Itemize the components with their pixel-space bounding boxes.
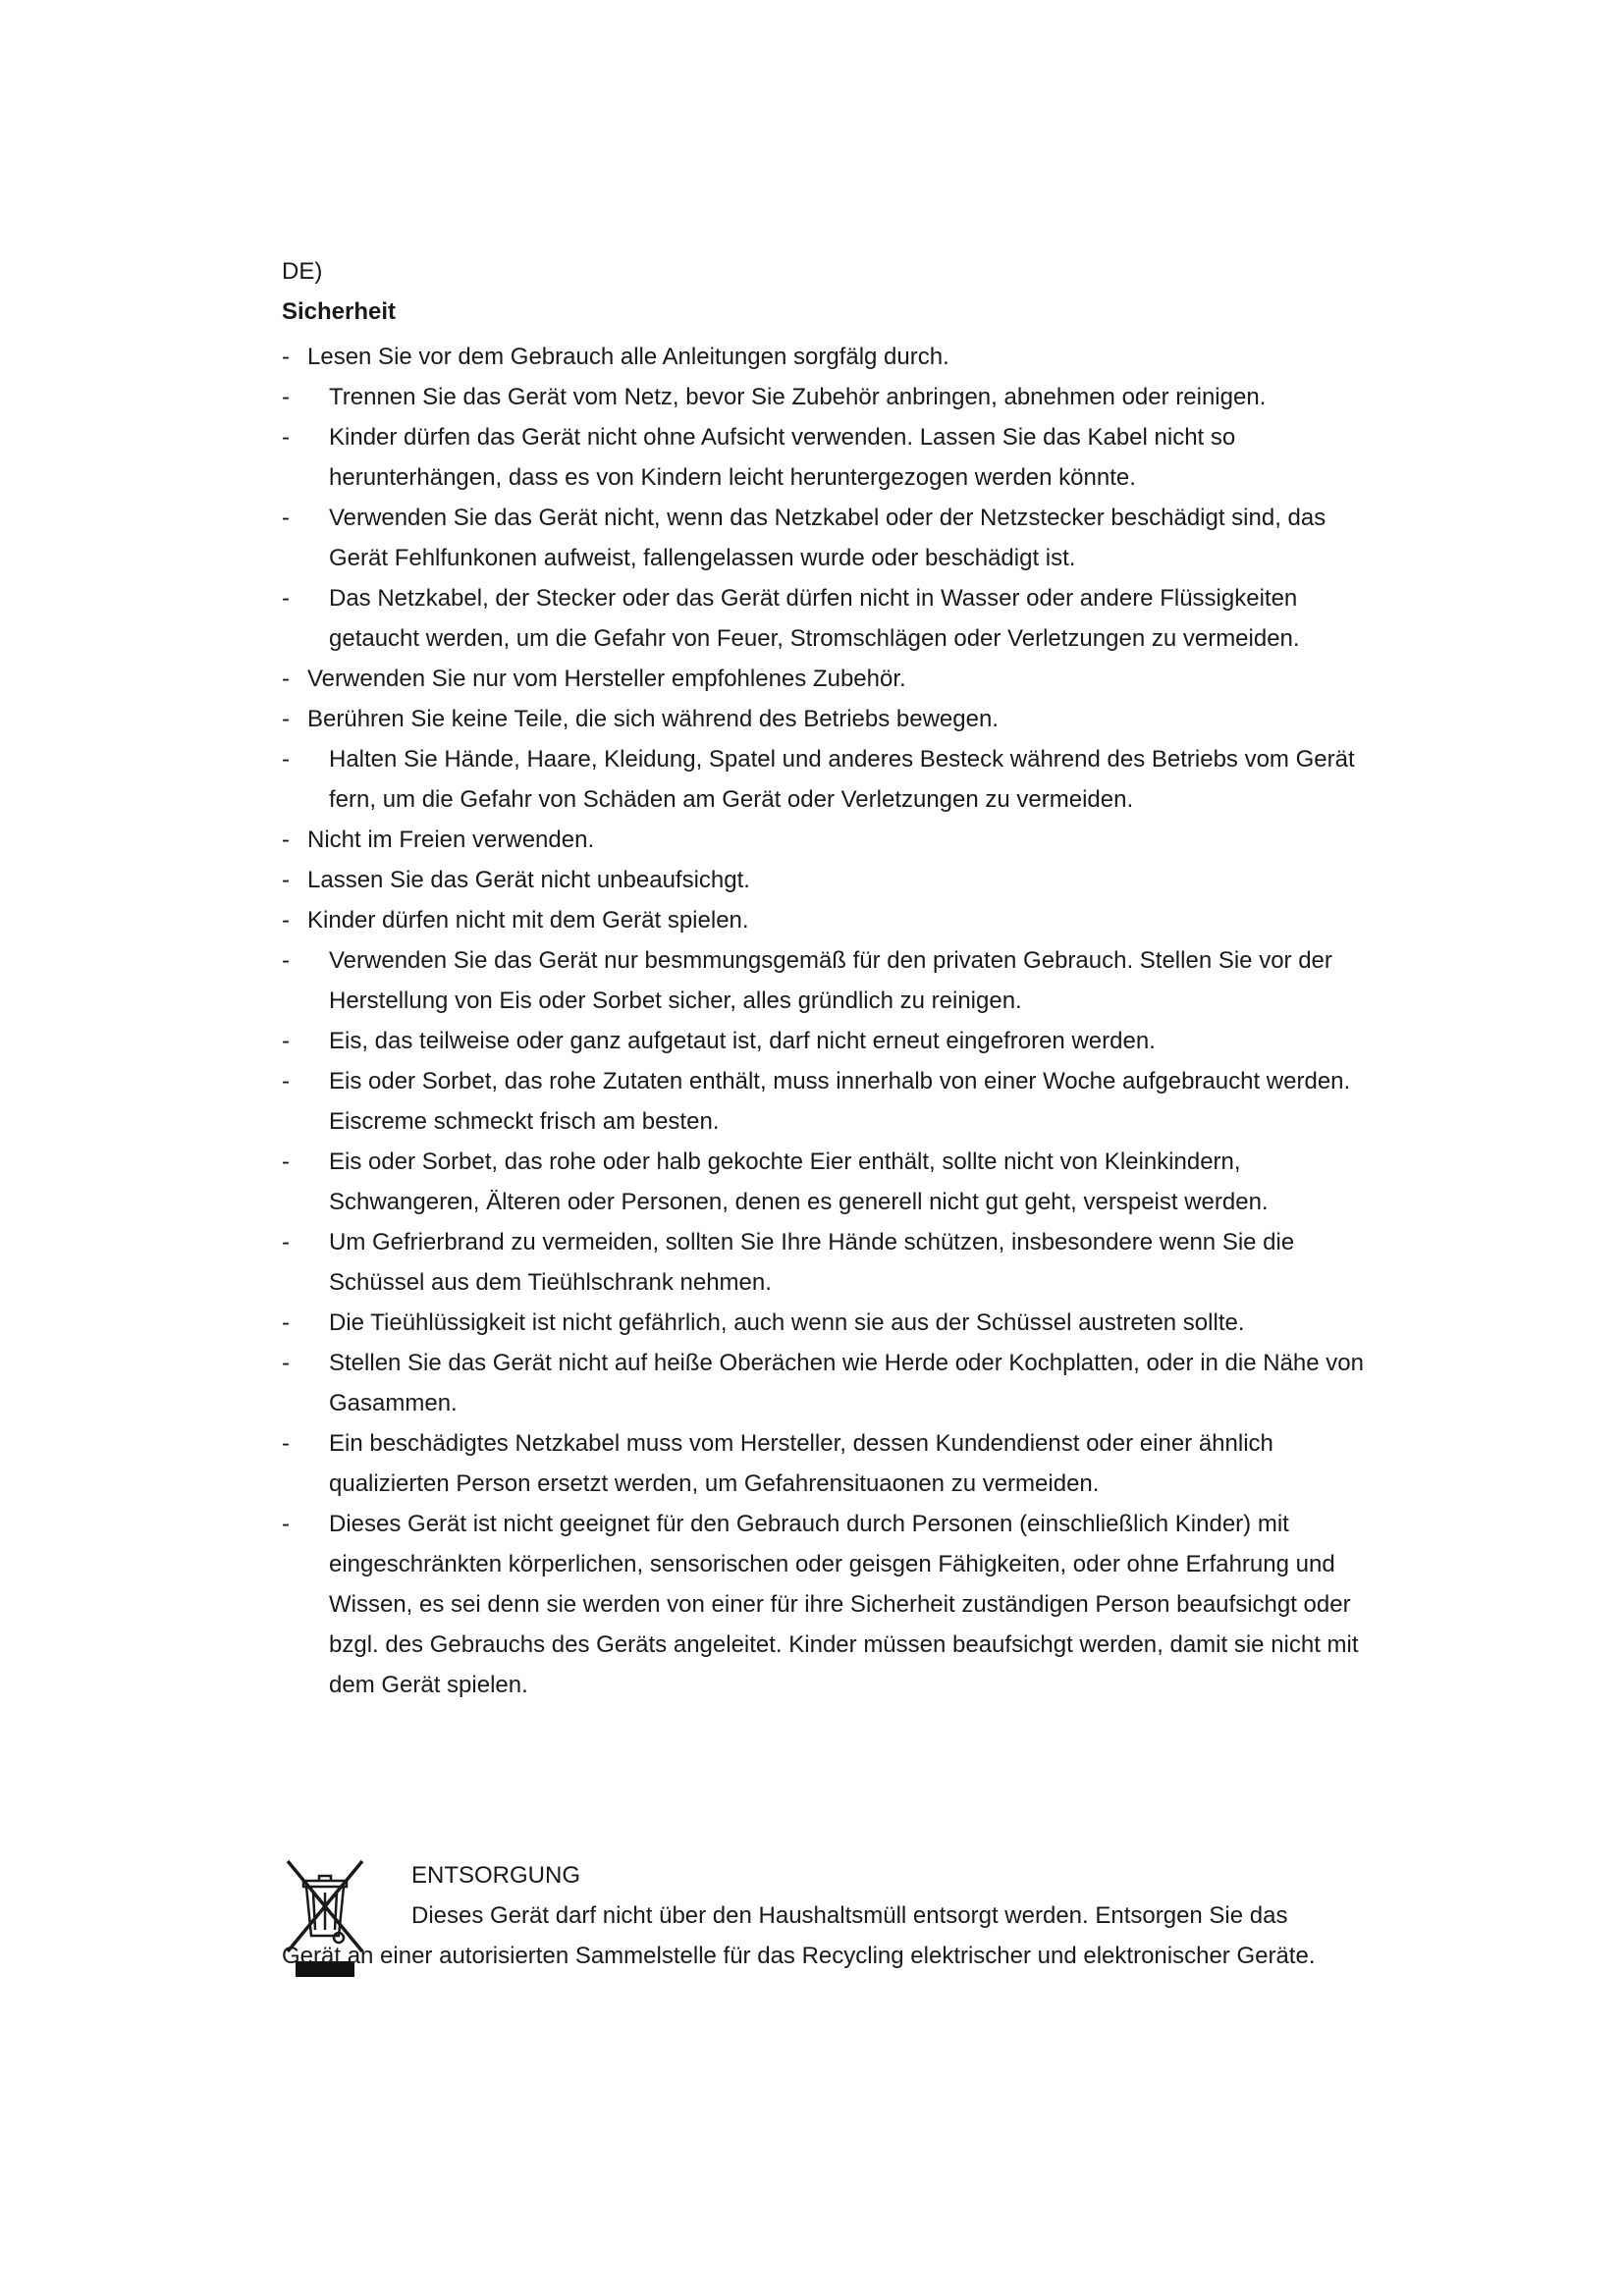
list-item-text: Berühren Sie keine Teile, die sich während des Betriebs bewegen. [307, 706, 999, 732]
list-dash: - [282, 1309, 290, 1336]
list-item [282, 900, 1372, 940]
list-item [282, 699, 1372, 739]
list-item [282, 417, 1372, 498]
list-item [282, 1504, 1372, 1705]
language-label: DE) [282, 258, 323, 285]
list-dash: - [282, 1350, 290, 1376]
list-item-text: Ein beschädigtes Netzkabel muss vom Hersteller, dessen Kundendienst oder einer ähnlich qualizierten Person ersetzt werden, um Gefahrensituaonen zu vermeiden. [329, 1430, 1273, 1497]
list-dash: - [282, 384, 290, 410]
list-item [282, 940, 1372, 1021]
list-item-text: Um Gefrierbrand zu vermeiden, sollten Sie Ihre Hände schützen, insbesondere wenn Sie die Schüssel aus dem Tieühlschrank nehmen. [329, 1229, 1295, 1296]
list-item [282, 578, 1372, 659]
list-item [282, 820, 1372, 860]
list-item-text: Verwenden Sie nur vom Hersteller empfohlenes Zubehör. [307, 666, 906, 692]
list-dash: - [282, 1028, 290, 1054]
list-dash: - [282, 706, 290, 732]
list-item-text: Dieses Gerät ist nicht geeignet für den Gebrauch durch Personen (einschließlich Kinder) mit eingeschränkten körperlichen, sensorischen oder geisgen Fähigkeiten, oder ohne Erfahrung und Wissen, es sei denn sie werden von einer für ihre Sicherheit zuständigen Person beaufsichgt oder bzgl. des Gebrauchs des Geräts angeleitet. Kinder müssen beaufsichgt werden, damit sie nicht mit dem Gerät spielen. [329, 1511, 1359, 1698]
list-item [282, 1423, 1372, 1504]
list-item-text: Verwenden Sie das Gerät nur besmmungsgemäß für den privaten Gebrauch. Stellen Sie vor der Herstellung von Eis oder Sorbet sicher, alles gründlich zu reinigen. [329, 947, 1332, 1014]
list-item [282, 860, 1372, 900]
list-dash: - [282, 1148, 290, 1175]
list-item [282, 1142, 1372, 1222]
list-item [282, 1222, 1372, 1303]
disposal-text: Dieses Gerät darf nicht über den Haushaltsmüll entsorgt werden. Entsorgen Sie das Gerät an einer autorisierten Sammelstelle für das Recycling elektrischer und elektronischer Geräte. [282, 1902, 1316, 1969]
list-dash: - [282, 746, 290, 773]
disposal-title: ENTSORGUNG [411, 1862, 581, 1889]
list-dash: - [282, 424, 290, 451]
list-item-text: Lassen Sie das Gerät nicht unbeaufsichgt. [307, 867, 750, 893]
section-title: Sicherheit [282, 298, 397, 325]
list-item-text: Trennen Sie das Gerät vom Netz, bevor Sie Zubehör anbringen, abnehmen oder reinigen. [329, 384, 1267, 410]
list-item-text: Die Tieühlüssigkeit ist nicht gefährlich, auch wenn sie aus der Schüssel austreten sollte. [329, 1309, 1245, 1336]
list-item-text: Stellen Sie das Gerät nicht auf heiße Oberächen wie Herde oder Kochplatten, oder in die Nähe von Gasammen. [329, 1350, 1364, 1416]
safety-list [282, 337, 1372, 1705]
list-dash: - [282, 947, 290, 974]
list-dash: - [282, 1068, 290, 1095]
list-item-text: Verwenden Sie das Gerät nicht, wenn das Netzkabel oder der Netzstecker beschädigt sind, das Gerät Fehlfunkonen aufweist, fallengelassen wurde oder beschädigt ist. [329, 505, 1326, 571]
list-item [282, 498, 1372, 578]
list-item-text: Eis oder Sorbet, das rohe oder halb gekochte Eier enthält, sollte nicht von Kleinkindern, Schwangeren, Älteren oder Personen, denen es generell nicht gut geht, verspeist werden. [329, 1148, 1269, 1215]
list-item [282, 1343, 1372, 1423]
list-item-text: Halten Sie Hände, Haare, Kleidung, Spatel und anderes Besteck während des Betriebs vom Gerät fern, um die Gefahr von Schäden am Gerät oder Verletzungen zu vermeiden. [329, 746, 1355, 813]
list-item-text: Kinder dürfen das Gerät nicht ohne Aufsicht verwenden. Lassen Sie das Kabel nicht so herunterhängen, dass es von Kindern leicht heruntergezogen werden könnte. [329, 424, 1236, 491]
list-item-text: Nicht im Freien verwenden. [307, 827, 595, 853]
list-item [282, 377, 1372, 417]
list-item [282, 1061, 1372, 1142]
list-item [282, 1021, 1372, 1061]
list-item-text: Eis oder Sorbet, das rohe Zutaten enthält, muss innerhalb von einer Woche aufgebraucht werden. Eiscreme schmeckt frisch am besten. [329, 1068, 1351, 1135]
list-dash: - [282, 585, 290, 612]
list-item-text: Lesen Sie vor dem Gebrauch alle Anleitungen sorgfälg durch. [307, 344, 949, 370]
list-item [282, 659, 1372, 699]
list-dash: - [282, 1511, 290, 1537]
list-item [282, 1303, 1372, 1343]
list-dash: - [282, 827, 290, 853]
list-dash: - [282, 1430, 290, 1457]
list-dash: - [282, 907, 290, 934]
list-dash: - [282, 666, 290, 692]
list-item-text: Kinder dürfen nicht mit dem Gerät spielen. [307, 907, 749, 934]
list-item-text: Eis, das teilweise oder ganz aufgetaut ist, darf nicht erneut eingefroren werden. [329, 1028, 1156, 1054]
list-dash: - [282, 867, 290, 893]
list-dash: - [282, 1229, 290, 1255]
list-item [282, 337, 1372, 377]
list-dash: - [282, 505, 290, 531]
list-dash: - [282, 344, 290, 370]
list-item [282, 739, 1372, 820]
list-item-text: Das Netzkabel, der Stecker oder das Gerät dürfen nicht in Wasser oder andere Flüssigkeiten getaucht werden, um die Gefahr von Feuer, Stromschlägen oder Verletzungen zu vermeiden. [329, 585, 1300, 652]
